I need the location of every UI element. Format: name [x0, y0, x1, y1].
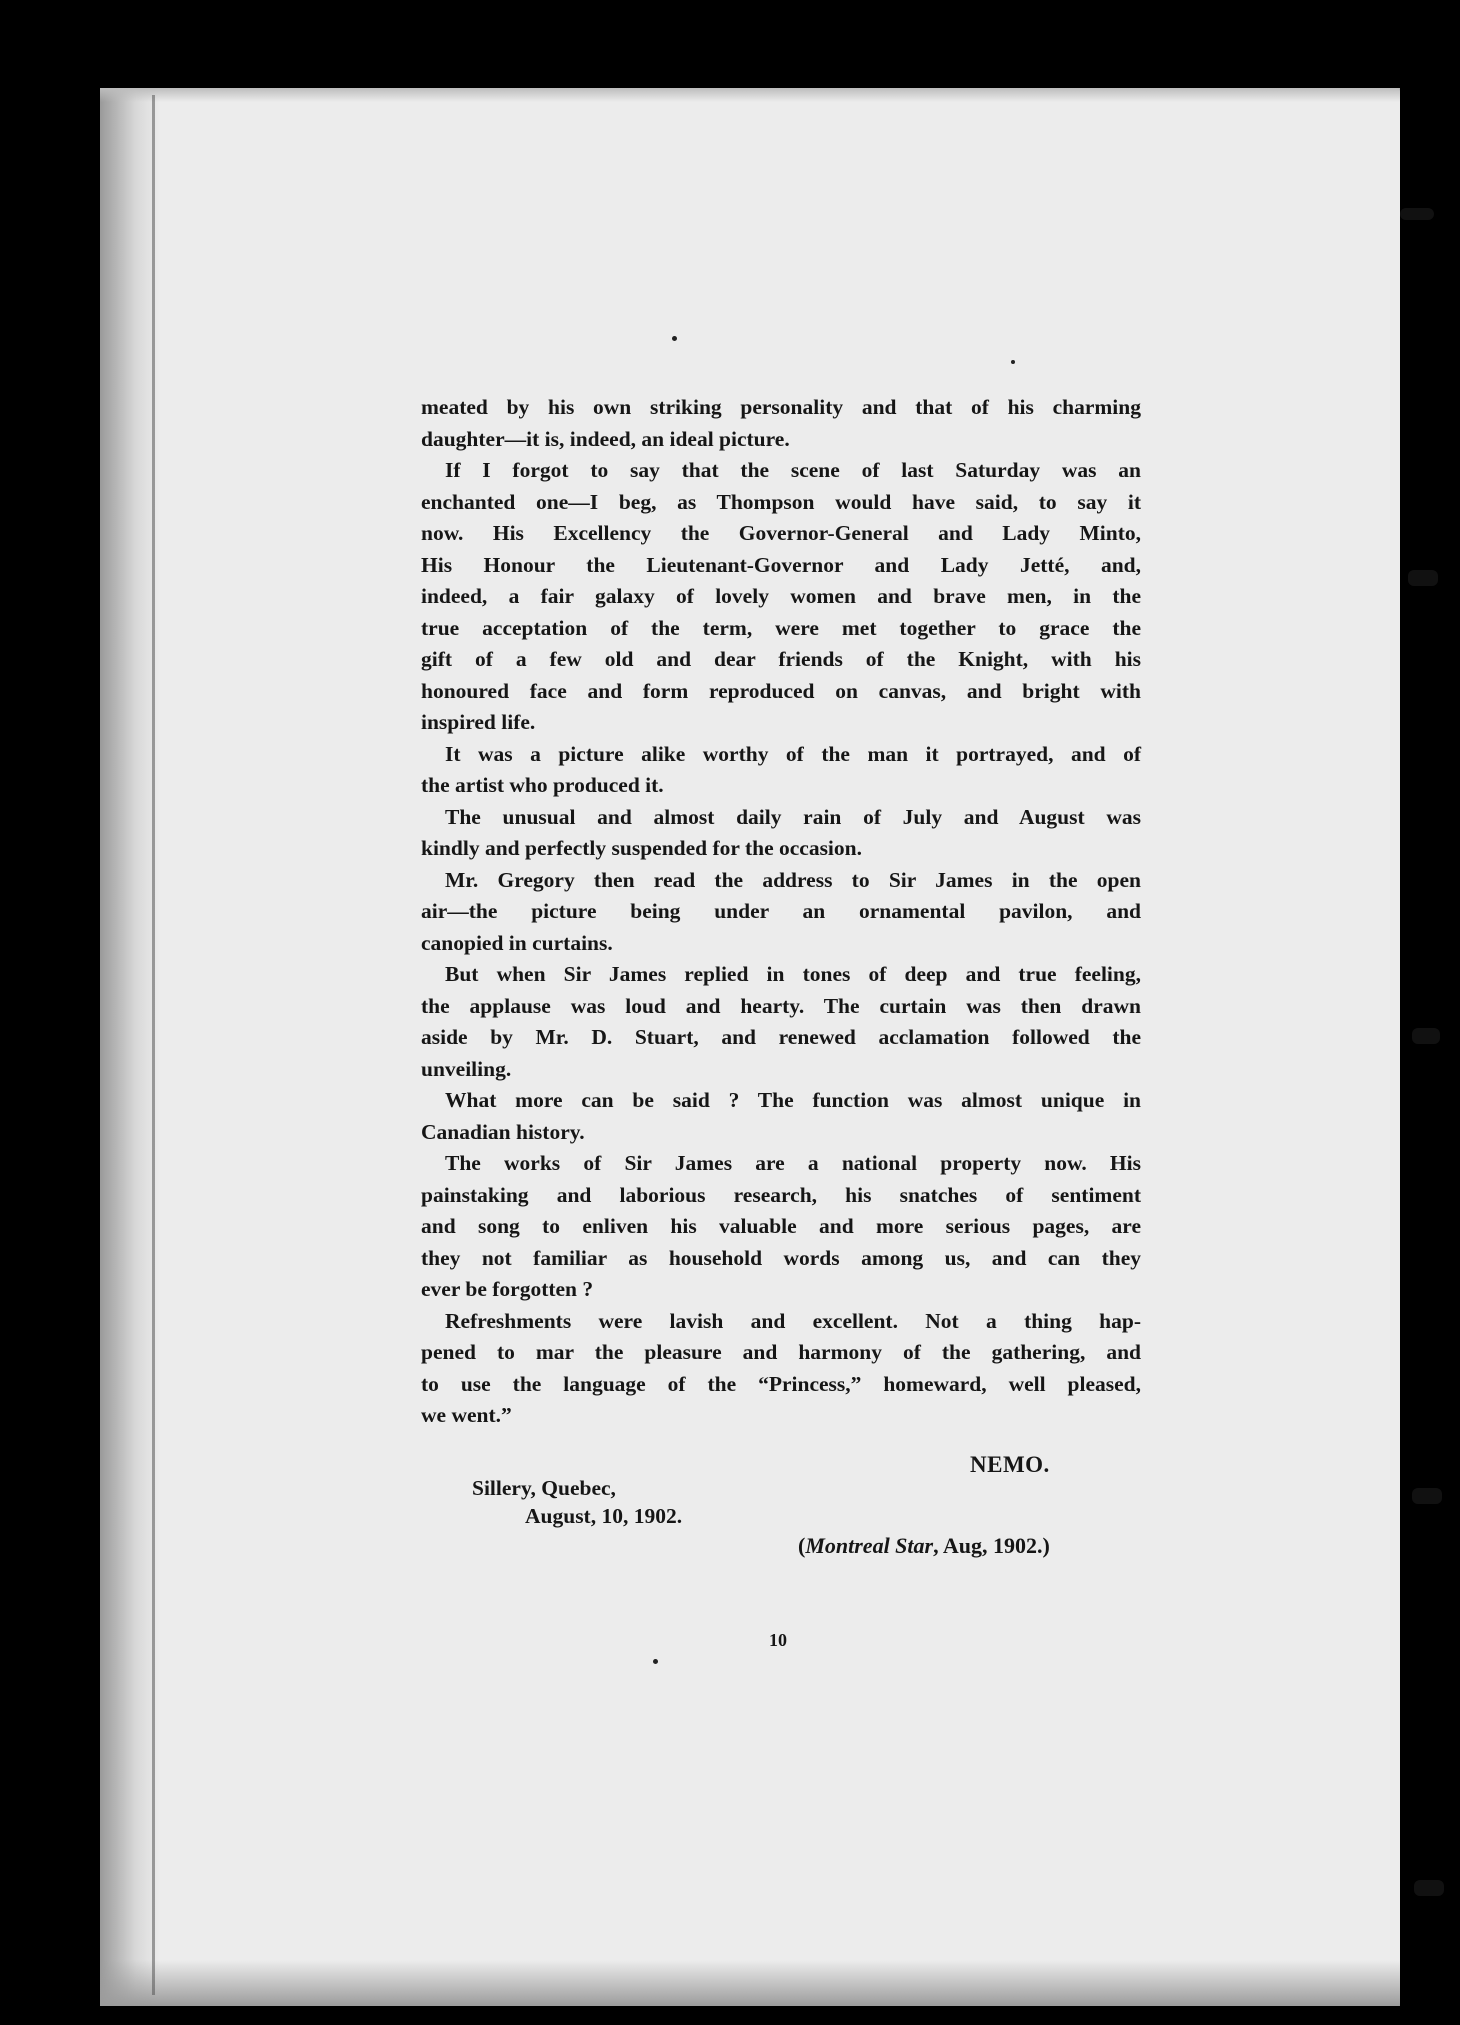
binding-hole-mark [1412, 1028, 1440, 1044]
paragraph [421, 739, 1141, 802]
paragraph [421, 865, 1141, 960]
text-line: unveiling. [421, 1056, 512, 1081]
binding-hole-mark [1412, 1488, 1442, 1504]
author-signature: NEMO. [970, 1452, 1050, 1477]
text-line: Mr. Gregory then read the address to Sir James in the open [445, 867, 1141, 892]
text-line: now. His Excellency the Governor-General and Lady Minto, [421, 521, 1141, 545]
text-line: Canadian history. [421, 1119, 585, 1144]
text-line: enchanted one—I beg, as Thompson would have said, to say it [421, 489, 1141, 514]
paragraph [421, 802, 1141, 865]
page-edge-shadow [100, 88, 160, 2006]
source-citation [798, 1533, 1050, 1559]
text-line: If I forgot to say that the scene of last Saturday was an [445, 458, 1141, 482]
text-line: What more can be said ? The function was almost unique in [445, 1088, 1141, 1112]
text-line: the artist who produced it. [421, 773, 664, 797]
binding-gutter [152, 95, 155, 1995]
paragraph [421, 455, 1141, 739]
text-line: indeed, a fair galaxy of lovely women and brave men, in the [421, 584, 1141, 608]
binding-hole-mark [1400, 208, 1434, 220]
text-line: and song to enliven his valuable and more serious pages, are [421, 1214, 1141, 1238]
text-line: canopied in curtains. [421, 930, 613, 955]
text-line: we went.” [421, 1403, 512, 1427]
source-publication: Montreal Star [805, 1533, 934, 1558]
page-number: 10 [769, 1630, 787, 1650]
text-line: inspired life. [421, 710, 536, 734]
paragraph [421, 959, 1141, 1085]
text-line: the applause was loud and hearty. The curtain was then drawn [421, 993, 1141, 1018]
paragraph [421, 1306, 1141, 1432]
dateline-date: August, 10, 1902. [525, 1504, 683, 1528]
paragraph [421, 1085, 1141, 1148]
source-details: , Aug, 1902.) [933, 1533, 1050, 1558]
text-line: they not familiar as household words among us, and can they [421, 1245, 1141, 1270]
page-bottom-shadow [100, 1960, 1400, 2006]
text-line: aside by Mr. D. Stuart, and renewed acclamation followed the [421, 1025, 1141, 1049]
text-line: But when Sir James replied in tones of deep and true feeling, [445, 962, 1141, 986]
source-open-paren: ( [798, 1533, 806, 1558]
text-line: true acceptation of the term, were met together to grace the [421, 615, 1141, 640]
text-line: pened to mar the pleasure and harmony of the gathering, and [421, 1340, 1141, 1364]
binding-hole-mark [1414, 1880, 1444, 1896]
text-line: painstaking and laborious research, his snatches of sentiment [421, 1182, 1141, 1207]
text-line: to use the language of the “Princess,” homeward, well pleased, [421, 1371, 1141, 1396]
ink-speck [1011, 360, 1015, 364]
article-body [421, 392, 1141, 1432]
text-line: gift of a few old and dear friends of the Knight, with his [421, 647, 1141, 671]
text-line: ever be forgotten ? [421, 1277, 594, 1301]
text-line: air—the picture being under an ornamental pavilon, and [421, 899, 1141, 923]
dateline-place: Sillery, Quebec, [472, 1476, 616, 1500]
binding-hole-mark [1408, 570, 1438, 586]
text-line: daughter—it is, indeed, an ideal picture. [421, 426, 790, 451]
text-line: The unusual and almost daily rain of July and August was [445, 804, 1141, 829]
ink-speck [672, 336, 677, 341]
text-line: It was a picture alike worthy of the man it portrayed, and of [445, 741, 1141, 766]
paragraph [421, 1148, 1141, 1306]
text-line: honoured face and form reproduced on canvas, and bright with [421, 678, 1141, 703]
text-line: His Honour the Lieutenant-Governor and Lady Jetté, and, [421, 552, 1141, 577]
text-line: kindly and perfectly suspended for the occasion. [421, 836, 862, 860]
text-line: The works of Sir James are a national property now. His [445, 1151, 1141, 1175]
text-line: Refreshments were lavish and excellent. Not a thing hap- [445, 1308, 1141, 1333]
ink-speck [653, 1659, 658, 1664]
page-top-shadow [100, 88, 1400, 102]
text-line: meated by his own striking personality and that of his charming [421, 395, 1141, 419]
paragraph [421, 392, 1141, 455]
